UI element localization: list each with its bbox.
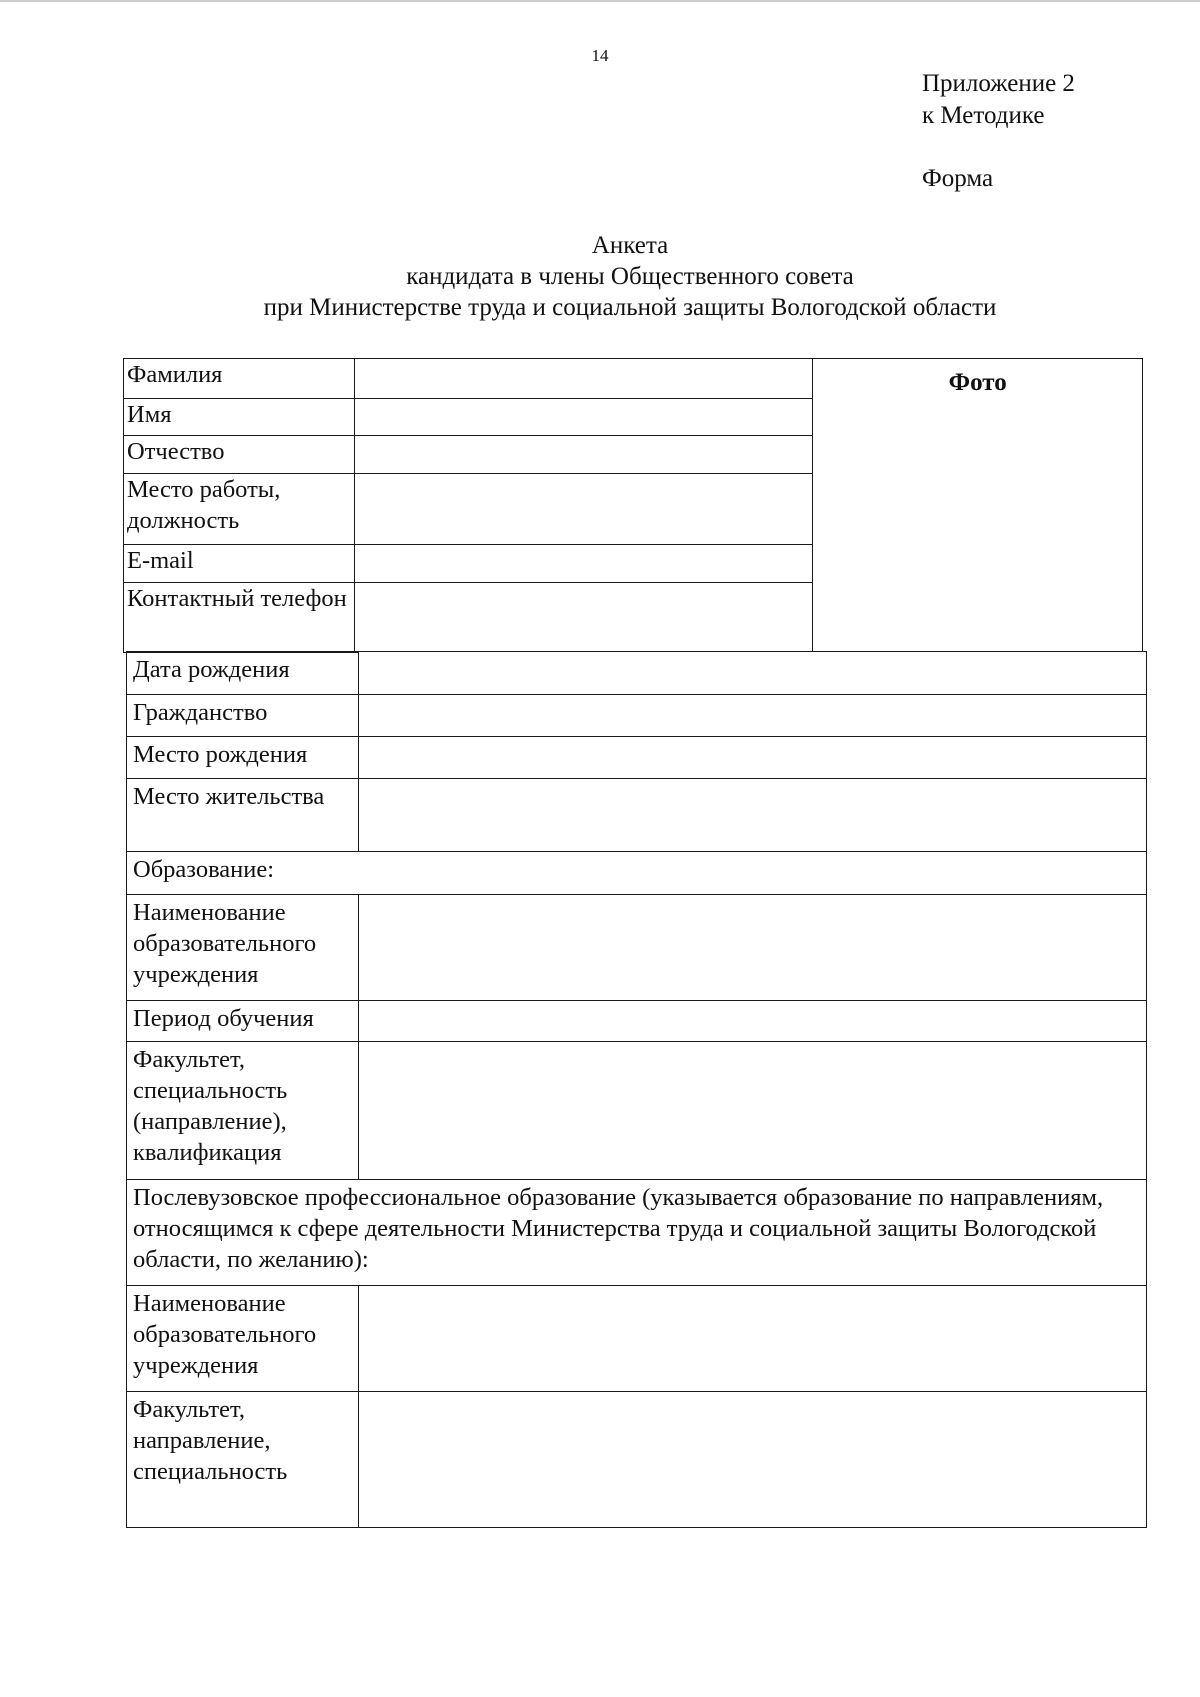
postgrad-header: Послевузовское профессиональное образование (указывается образование по направлениям, относящимся к сфере деятельности Министерства труда и социальной защиты Вологодской области, по желанию): bbox=[127, 1180, 1147, 1286]
field-value-postgrad-faculty[interactable] bbox=[358, 1392, 1146, 1528]
field-label-birthplace: Место рождения bbox=[127, 737, 359, 779]
form-label: Форма bbox=[922, 165, 994, 192]
field-label-phone: Контактный телефон bbox=[124, 583, 355, 653]
field-label-patronymic: Отчество bbox=[124, 436, 355, 474]
field-value-phone[interactable] bbox=[354, 583, 812, 653]
personal-info-table bbox=[123, 358, 1143, 653]
field-value-workplace[interactable] bbox=[354, 474, 812, 545]
field-label-citizenship: Гражданство bbox=[127, 695, 359, 737]
field-value-study-period[interactable] bbox=[358, 1001, 1146, 1042]
field-value-residence[interactable] bbox=[358, 779, 1146, 852]
field-label-name: Имя bbox=[124, 399, 355, 436]
appendix-line-2: к Методике bbox=[922, 102, 1045, 129]
field-label-birthdate: Дата рождения bbox=[127, 652, 359, 695]
document-title bbox=[0, 230, 1200, 323]
title-line-3: при Министерстве труда и социальной защиты Вологодской области bbox=[263, 294, 997, 321]
field-label-postgrad-institution: Наименование образовательного учреждения bbox=[127, 1286, 359, 1392]
title-line-2: кандидата в члены Общественного совета bbox=[406, 263, 854, 290]
field-value-citizenship[interactable] bbox=[358, 695, 1146, 737]
field-label-residence: Место жительства bbox=[127, 779, 359, 852]
field-value-patronymic[interactable] bbox=[354, 436, 812, 474]
field-label-email: E-mail bbox=[124, 545, 355, 583]
field-value-email[interactable] bbox=[354, 545, 812, 583]
appendix-note bbox=[922, 68, 1075, 132]
field-label-workplace: Место работы, должность bbox=[124, 474, 355, 545]
field-label-surname: Фамилия bbox=[124, 359, 355, 399]
field-label-study-period: Период обучения bbox=[127, 1001, 359, 1042]
field-value-birthdate[interactable] bbox=[358, 652, 1146, 695]
field-value-institution[interactable] bbox=[358, 895, 1146, 1001]
field-label-faculty: Факультет, специальность (направление), квалификация bbox=[127, 1042, 359, 1180]
field-value-name[interactable] bbox=[354, 399, 812, 436]
field-value-faculty[interactable] bbox=[358, 1042, 1146, 1180]
field-value-birthplace[interactable] bbox=[358, 737, 1146, 779]
appendix-line-1: Приложение 2 bbox=[922, 70, 1075, 97]
field-value-postgrad-institution[interactable] bbox=[358, 1286, 1146, 1392]
title-line-1: Анкета bbox=[591, 232, 669, 259]
field-label-institution: Наименование образовательного учреждения bbox=[127, 895, 359, 1001]
details-table bbox=[126, 651, 1147, 1528]
field-label-postgrad-faculty: Факультет, направление, специальность bbox=[127, 1392, 359, 1528]
scan-edge bbox=[0, 0, 1200, 2]
page-number: 14 bbox=[591, 46, 609, 65]
photo-box[interactable] bbox=[813, 359, 1143, 653]
photo-label: Фото bbox=[948, 369, 1007, 396]
education-header: Образование: bbox=[127, 852, 1147, 895]
field-value-surname[interactable] bbox=[354, 359, 812, 399]
